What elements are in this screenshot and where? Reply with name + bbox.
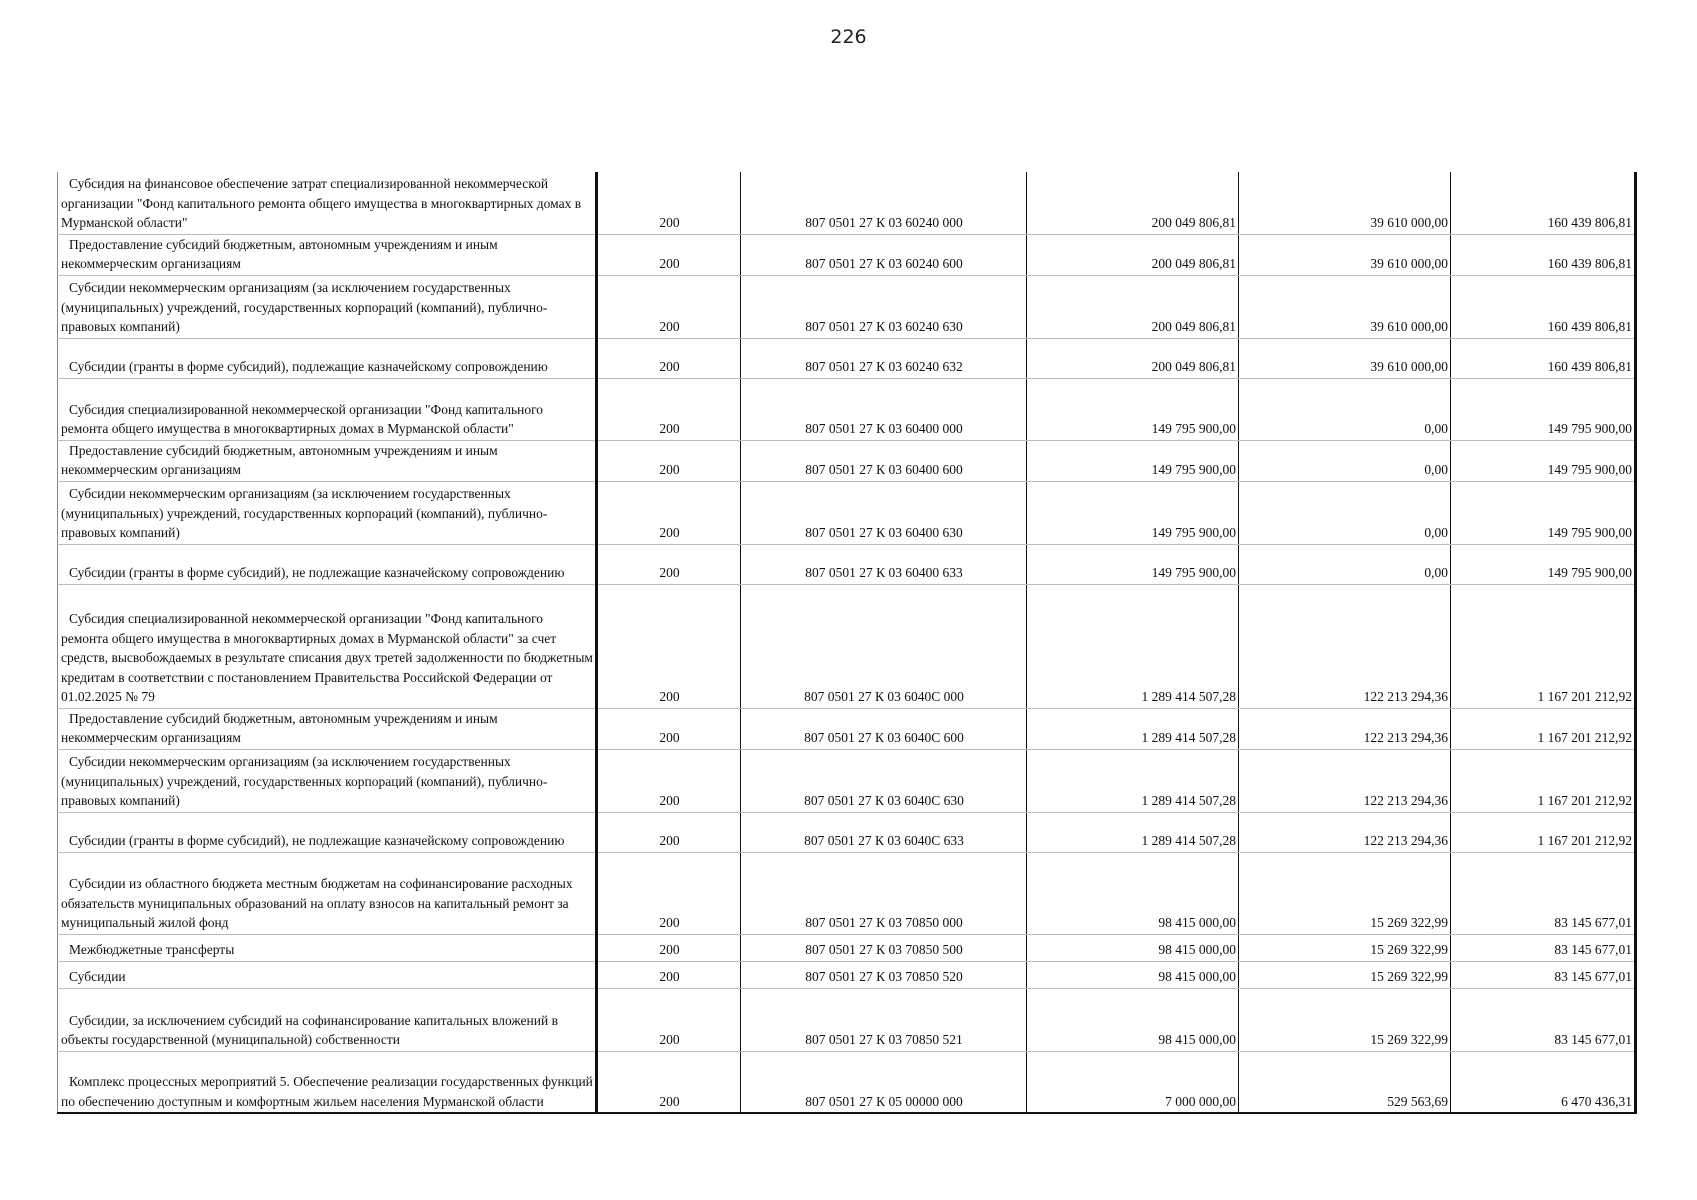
row-value-1-text: 200 049 806,81 — [1151, 319, 1236, 334]
row-grbs-text: 200 — [659, 833, 680, 848]
row-value-3 — [1451, 812, 1636, 852]
row-name — [58, 1051, 597, 1113]
row-code — [741, 812, 1027, 852]
row-name-text: Субсидии, за исключением субсидий на софинансирование капитальных вложений в объекты государственной (муниципальной) собственности — [61, 1012, 558, 1047]
row-value-2 — [1239, 234, 1451, 275]
table-row — [58, 961, 1636, 988]
row-value-3 — [1451, 338, 1636, 378]
row-value-1 — [1027, 378, 1239, 440]
row-value-1-text: 1 289 414 507,28 — [1141, 833, 1236, 848]
row-value-3 — [1451, 584, 1636, 708]
row-value-1 — [1027, 275, 1239, 338]
row-grbs-text: 200 — [659, 1032, 680, 1047]
table-row — [58, 172, 1636, 234]
row-value-2 — [1239, 934, 1451, 961]
row-code-text: 807 0501 27 К 03 6040С 633 — [804, 833, 964, 848]
row-value-2 — [1239, 378, 1451, 440]
row-value-3 — [1451, 234, 1636, 275]
row-grbs-text: 200 — [659, 421, 680, 436]
row-name — [58, 440, 597, 481]
row-name — [58, 934, 597, 961]
row-value-3-text: 1 167 201 212,92 — [1537, 833, 1632, 848]
row-name-text: Субсидии (гранты в форме субсидий), не подлежащие казначейскому сопровождению — [69, 565, 565, 580]
row-name-text: Предоставление субсидий бюджетным, автономным учреждениям и иным некоммерческим организациям — [61, 236, 498, 271]
row-grbs-text: 200 — [659, 1093, 680, 1109]
row-code — [741, 234, 1027, 275]
row-grbs — [597, 378, 741, 440]
row-grbs — [597, 481, 741, 544]
row-code-text: 807 0501 27 К 03 60400 633 — [805, 565, 963, 580]
row-name — [58, 708, 597, 749]
row-value-3 — [1451, 988, 1636, 1051]
row-name — [58, 234, 597, 275]
row-value-2-text: 122 213 294,36 — [1363, 793, 1448, 808]
row-name-text: Субсидии — [69, 969, 126, 984]
table-row — [58, 275, 1636, 338]
row-name — [58, 172, 597, 234]
row-code-text: 807 0501 27 К 03 6040С 630 — [804, 793, 964, 808]
row-value-3 — [1451, 440, 1636, 481]
row-value-3-text: 160 439 806,81 — [1547, 359, 1632, 374]
row-code — [741, 338, 1027, 378]
row-grbs-text: 200 — [659, 969, 680, 984]
row-value-3-text: 160 439 806,81 — [1547, 319, 1632, 334]
row-value-3 — [1451, 961, 1636, 988]
row-code — [741, 1051, 1027, 1113]
row-name-text: Субсидии некоммерческим организациям (за исключением государственных (муниципальных) учреждений, государственных корпораций (компаний), публично-правовых компаний) — [61, 280, 548, 334]
row-value-3 — [1451, 275, 1636, 338]
row-name — [58, 852, 597, 934]
row-value-1-text: 98 415 000,00 — [1158, 969, 1236, 984]
row-code — [741, 584, 1027, 708]
table-row — [58, 749, 1636, 812]
table-row — [58, 378, 1636, 440]
row-value-1 — [1027, 544, 1239, 584]
table-row — [58, 234, 1636, 275]
row-value-3-text: 83 145 677,01 — [1554, 969, 1632, 984]
row-name — [58, 338, 597, 378]
table-row — [58, 440, 1636, 481]
row-code-text: 807 0501 27 К 03 60400 000 — [805, 421, 963, 436]
row-value-2-text: 0,00 — [1424, 462, 1448, 477]
row-value-1-text: 149 795 900,00 — [1151, 525, 1236, 540]
row-name-text: Субсидии (гранты в форме субсидий), подлежащие казначейскому сопровождению — [69, 359, 548, 374]
row-code — [741, 708, 1027, 749]
row-value-2-text: 39 610 000,00 — [1370, 215, 1448, 230]
row-code-text: 807 0501 27 К 03 60240 000 — [805, 215, 963, 230]
row-value-2 — [1239, 584, 1451, 708]
table-row — [58, 812, 1636, 852]
row-code — [741, 172, 1027, 234]
row-grbs — [597, 852, 741, 934]
row-value-1-text: 200 049 806,81 — [1151, 215, 1236, 230]
page-number: 226 — [830, 26, 867, 48]
row-code-text: 807 0501 27 К 03 60240 600 — [805, 256, 963, 271]
row-value-2 — [1239, 749, 1451, 812]
row-code — [741, 961, 1027, 988]
row-value-2 — [1239, 338, 1451, 378]
row-code-text: 807 0501 27 К 05 00000 000 — [805, 1093, 963, 1109]
row-value-3 — [1451, 172, 1636, 234]
table-row — [58, 852, 1636, 934]
row-name — [58, 988, 597, 1051]
row-value-3-text: 160 439 806,81 — [1547, 256, 1632, 271]
row-grbs-text: 200 — [659, 915, 680, 930]
row-value-2-text: 122 213 294,36 — [1363, 730, 1448, 745]
row-value-2-text: 39 610 000,00 — [1370, 256, 1448, 271]
row-value-1 — [1027, 852, 1239, 934]
table-row — [58, 988, 1636, 1051]
row-code — [741, 852, 1027, 934]
row-name — [58, 275, 597, 338]
row-value-2-text: 15 269 322,99 — [1370, 1032, 1448, 1047]
table-row — [58, 1051, 1636, 1113]
row-value-1 — [1027, 1051, 1239, 1113]
row-value-3-text: 149 795 900,00 — [1547, 525, 1632, 540]
row-name-text: Предоставление субсидий бюджетным, автономным учреждениям и иным некоммерческим организациям — [61, 442, 498, 477]
row-value-3-text: 83 145 677,01 — [1554, 1032, 1632, 1047]
row-code-text: 807 0501 27 К 03 70850 500 — [805, 942, 963, 957]
row-value-2-text: 15 269 322,99 — [1370, 915, 1448, 930]
row-value-3-text: 83 145 677,01 — [1554, 915, 1632, 930]
budget-table — [57, 172, 1637, 1114]
row-grbs-text: 200 — [659, 689, 680, 704]
row-value-3-text: 1 167 201 212,92 — [1537, 689, 1632, 704]
row-grbs — [597, 988, 741, 1051]
row-value-3 — [1451, 544, 1636, 584]
row-value-1-text: 149 795 900,00 — [1151, 421, 1236, 436]
row-value-1 — [1027, 708, 1239, 749]
row-value-3-text: 149 795 900,00 — [1547, 565, 1632, 580]
row-grbs-text: 200 — [659, 525, 680, 540]
row-value-2 — [1239, 988, 1451, 1051]
table-row — [58, 338, 1636, 378]
row-value-2 — [1239, 961, 1451, 988]
row-value-1-text: 98 415 000,00 — [1158, 915, 1236, 930]
row-grbs — [597, 544, 741, 584]
row-value-1 — [1027, 338, 1239, 378]
row-value-1-text: 149 795 900,00 — [1151, 462, 1236, 477]
row-value-3-text: 1 167 201 212,92 — [1537, 730, 1632, 745]
row-value-1 — [1027, 481, 1239, 544]
row-code-text: 807 0501 27 К 03 6040С 600 — [804, 730, 964, 745]
row-value-2 — [1239, 812, 1451, 852]
row-grbs — [597, 338, 741, 378]
row-grbs-text: 200 — [659, 565, 680, 580]
row-value-1 — [1027, 934, 1239, 961]
row-name — [58, 481, 597, 544]
row-value-2-text: 122 213 294,36 — [1363, 689, 1448, 704]
row-grbs — [597, 275, 741, 338]
row-value-3 — [1451, 1051, 1636, 1113]
row-value-1-text: 200 049 806,81 — [1151, 256, 1236, 271]
row-value-2 — [1239, 708, 1451, 749]
row-value-1 — [1027, 584, 1239, 708]
row-name-text: Субсидии некоммерческим организациям (за исключением государственных (муниципальных) учреждений, государственных корпораций (компаний), публично-правовых компаний) — [61, 486, 548, 540]
row-value-3 — [1451, 481, 1636, 544]
table-row — [58, 934, 1636, 961]
row-grbs-text: 200 — [659, 730, 680, 745]
row-grbs — [597, 584, 741, 708]
row-grbs — [597, 172, 741, 234]
row-grbs-text: 200 — [659, 359, 680, 374]
table-row — [58, 481, 1636, 544]
row-value-1-text: 1 289 414 507,28 — [1141, 730, 1236, 745]
row-grbs-text: 200 — [659, 793, 680, 808]
row-code — [741, 749, 1027, 812]
row-value-2-text: 39 610 000,00 — [1370, 359, 1448, 374]
row-value-2 — [1239, 544, 1451, 584]
row-value-2 — [1239, 275, 1451, 338]
row-value-2-text: 529 563,69 — [1387, 1093, 1448, 1109]
row-code-text: 807 0501 27 К 03 70850 520 — [805, 969, 963, 984]
row-name-text: Предоставление субсидий бюджетным, автономным учреждениям и иным некоммерческим организациям — [61, 710, 498, 745]
row-value-1 — [1027, 172, 1239, 234]
row-value-3 — [1451, 708, 1636, 749]
row-value-3 — [1451, 852, 1636, 934]
row-value-2 — [1239, 852, 1451, 934]
row-value-1 — [1027, 988, 1239, 1051]
row-name-text: Субсидия на финансовое обеспечение затрат специализированной некоммерческой организации "Фонд капитального ремонта общего имущества в многоквартирных домах в Мурманской области" — [61, 176, 582, 230]
row-value-1-text: 1 289 414 507,28 — [1141, 793, 1236, 808]
row-grbs — [597, 1051, 741, 1113]
row-grbs-text: 200 — [659, 256, 680, 271]
row-value-1-text: 149 795 900,00 — [1151, 565, 1236, 580]
row-code-text: 807 0501 27 К 03 70850 000 — [805, 915, 963, 930]
row-code-text: 807 0501 27 К 03 70850 521 — [805, 1032, 963, 1047]
row-value-3-text: 160 439 806,81 — [1547, 215, 1632, 230]
row-code-text: 807 0501 27 К 03 60240 632 — [805, 359, 963, 374]
row-value-3-text: 83 145 677,01 — [1554, 942, 1632, 957]
row-grbs-text: 200 — [659, 319, 680, 334]
row-name-text: Субсидия специализированной некоммерческой организации "Фонд капитального ремонта общего имущества в многоквартирных домах в Мурманской области" за счет средств, высвобождаемых в результате списания двух третей задолженности по бюджетным кредитам в соответствии с постановлением Правительства Российской Федерации от 01.02.2025 № 79 — [61, 611, 593, 704]
row-name-text: Субсидии из областного бюджета местным бюджетам на софинансирование расходных обязательств муниципальных образований на оплату взносов на капитальный ремонт за муниципальный жилой фонд — [61, 876, 573, 930]
row-value-2-text: 15 269 322,99 — [1370, 969, 1448, 984]
row-name — [58, 812, 597, 852]
row-value-3 — [1451, 378, 1636, 440]
row-value-2-text: 15 269 322,99 — [1370, 942, 1448, 957]
row-grbs-text: 200 — [659, 462, 680, 477]
row-grbs — [597, 961, 741, 988]
row-value-3-text: 6 470 436,31 — [1561, 1093, 1632, 1109]
row-code — [741, 378, 1027, 440]
row-name-text: Межбюджетные трансферты — [69, 942, 235, 957]
row-name-text: Субсидии (гранты в форме субсидий), не подлежащие казначейскому сопровождению — [69, 833, 565, 848]
row-grbs-text: 200 — [659, 215, 680, 230]
row-value-3 — [1451, 749, 1636, 812]
row-value-1-text: 1 289 414 507,28 — [1141, 689, 1236, 704]
row-grbs — [597, 812, 741, 852]
row-name — [58, 584, 597, 708]
row-value-2 — [1239, 172, 1451, 234]
row-value-2-text: 0,00 — [1424, 565, 1448, 580]
row-value-3-text: 149 795 900,00 — [1547, 421, 1632, 436]
row-value-3 — [1451, 934, 1636, 961]
row-value-1 — [1027, 440, 1239, 481]
row-value-2 — [1239, 1051, 1451, 1113]
row-grbs — [597, 440, 741, 481]
row-value-2-text: 0,00 — [1424, 421, 1448, 436]
row-value-1 — [1027, 234, 1239, 275]
row-name-text: Субсидии некоммерческим организациям (за исключением государственных (муниципальных) учреждений, государственных корпораций (компаний), публично-правовых компаний) — [61, 754, 548, 808]
row-value-1 — [1027, 749, 1239, 812]
row-value-1-text: 200 049 806,81 — [1151, 359, 1236, 374]
row-value-3-text: 149 795 900,00 — [1547, 462, 1632, 477]
row-value-1-text: 7 000 000,00 — [1165, 1093, 1236, 1109]
row-value-1 — [1027, 812, 1239, 852]
row-name — [58, 961, 597, 988]
row-code — [741, 275, 1027, 338]
table-row — [58, 544, 1636, 584]
row-code — [741, 440, 1027, 481]
row-name-text: Комплекс процессных мероприятий 5. Обеспечение реализации государственных функций по обеспечению доступным и комфортным жильем населения Мурманской области — [61, 1074, 593, 1109]
row-value-2 — [1239, 440, 1451, 481]
row-name — [58, 378, 597, 440]
row-name — [58, 749, 597, 812]
row-code-text: 807 0501 27 К 03 60240 630 — [805, 319, 963, 334]
row-grbs — [597, 934, 741, 961]
row-code — [741, 481, 1027, 544]
row-grbs — [597, 749, 741, 812]
row-value-2-text: 122 213 294,36 — [1363, 833, 1448, 848]
row-code — [741, 988, 1027, 1051]
row-value-1 — [1027, 961, 1239, 988]
row-code-text: 807 0501 27 К 03 60400 600 — [805, 462, 963, 477]
row-grbs — [597, 234, 741, 275]
table-row — [58, 584, 1636, 708]
row-name-text: Субсидия специализированной некоммерческой организации "Фонд капитального ремонта общего имущества в многоквартирных домах в Мурманской области" — [61, 401, 544, 436]
row-grbs — [597, 708, 741, 749]
row-value-2 — [1239, 481, 1451, 544]
row-code-text: 807 0501 27 К 03 60400 630 — [805, 525, 963, 540]
row-value-1-text: 98 415 000,00 — [1158, 942, 1236, 957]
row-code — [741, 544, 1027, 584]
row-value-2-text: 0,00 — [1424, 525, 1448, 540]
row-code-text: 807 0501 27 К 03 6040С 000 — [804, 689, 964, 704]
row-value-2-text: 39 610 000,00 — [1370, 319, 1448, 334]
table-row — [58, 708, 1636, 749]
row-grbs-text: 200 — [659, 942, 680, 957]
row-name — [58, 544, 597, 584]
row-code — [741, 934, 1027, 961]
row-value-3-text: 1 167 201 212,92 — [1537, 793, 1632, 808]
row-value-1-text: 98 415 000,00 — [1158, 1032, 1236, 1047]
